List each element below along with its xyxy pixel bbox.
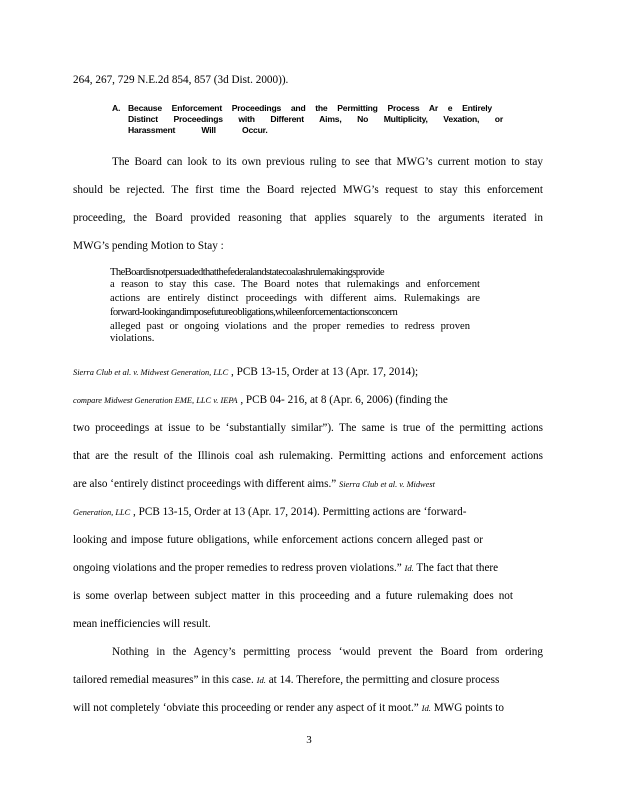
page-number: 3 bbox=[306, 734, 312, 746]
block-quote-line: actions are entirely distinct proceedings with different aims. Rulemakings are bbox=[110, 293, 480, 304]
section-heading bbox=[112, 103, 507, 136]
body-text: will not completely ‘obviate this proceeding or render any aspect of it moot.” bbox=[73, 702, 419, 714]
citation-line bbox=[73, 393, 543, 408]
block-quote-line: forward-lookingandimposefutureobligations,whileenforcementactionsconcern bbox=[110, 307, 398, 318]
body-line: is some overlap between subject matter in this proceeding and a future rulemaking does not bbox=[73, 590, 513, 602]
id-citation: Id. bbox=[256, 675, 266, 685]
citation-text: are also ‘entirely distinct proceedings with different aims.” bbox=[73, 478, 337, 490]
heading-marker: A. bbox=[112, 103, 121, 113]
block-quote-line: a reason to stay this case. The Board notes that rulemakings and enforcement bbox=[110, 279, 480, 290]
body-line: Nothing in the Agency’s permitting process ‘would prevent the Board from ordering bbox=[112, 646, 543, 658]
body-line bbox=[73, 701, 543, 715]
citation-line bbox=[73, 505, 543, 520]
body-text: at 14. Therefore, the permitting and closure process bbox=[265, 674, 500, 686]
heading-line-3: Harassment Will Occur. bbox=[128, 125, 268, 135]
body-line: should be rejected. The first time the Board rejected MWG’s request to stay this enforcement bbox=[73, 184, 543, 196]
body-text: MWG points to bbox=[430, 702, 504, 714]
block-quote-line: alleged past or ongoing violations and the proper remedies to redress proven bbox=[110, 321, 470, 332]
body-line: MWG’s pending Motion to Stay : bbox=[73, 240, 224, 252]
citation-text: , PCB 13-15, Order at 13 (Apr. 17, 2014). Permitting actions are ‘forward- bbox=[130, 506, 467, 518]
body-text: ongoing violations and the proper remedies to redress proven violations.” bbox=[73, 562, 402, 574]
case-name: compare Midwest Generation EME, LLC v. IEPA bbox=[73, 396, 238, 405]
id-citation: Id. bbox=[404, 563, 414, 573]
body-text: tailored remedial measures” in this case. bbox=[73, 674, 254, 686]
heading-line-1 bbox=[112, 103, 492, 114]
citation-line bbox=[73, 477, 543, 492]
citation-text: , PCB 13-15, Order at 13 (Apr. 17, 2014); bbox=[228, 366, 419, 378]
heading-line-2: Distinct Proceedings with Different Aims, No Multiplicity, Vexation, or bbox=[128, 114, 503, 124]
body-text: The fact that there bbox=[413, 562, 499, 574]
citation-line bbox=[73, 365, 543, 380]
body-line: mean inefficiencies will result. bbox=[73, 618, 211, 630]
block-quote-line: TheBoardisnotpersuadedthatthefederalandstatecoalashrulemakingsprovide bbox=[110, 267, 384, 278]
body-line: two proceedings at issue to be ‘substantially similar”). The same is true of the permitting actions bbox=[73, 422, 543, 434]
id-citation: Id. bbox=[421, 703, 431, 713]
citation-line: 264, 267, 729 N.E.2d 854, 857 (3d Dist. 2000)). bbox=[73, 74, 289, 86]
block-quote-line: violations. bbox=[110, 333, 155, 344]
case-name: Generation, LLC bbox=[73, 508, 131, 517]
body-line bbox=[73, 561, 543, 575]
body-line bbox=[73, 673, 543, 687]
case-name: Sierra Club et al. v. Midwest bbox=[339, 480, 435, 489]
body-line: The Board can look to its own previous ruling to see that MWG’s current motion to stay bbox=[112, 156, 543, 168]
body-line: proceeding, the Board provided reasoning that applies squarely to the arguments iterated in bbox=[73, 212, 543, 224]
citation-text: , PCB 04- 216, at 8 (Apr. 6, 2006) (finding the bbox=[237, 394, 448, 406]
case-name: Sierra Club et al. v. Midwest Generation, LLC bbox=[73, 368, 229, 377]
body-line: looking and impose future obligations, while enforcement actions concern alleged past or bbox=[73, 534, 483, 546]
heading-text-1: Because Enforcement Proceedings and the Permitting Process Ar e Entirely bbox=[128, 103, 492, 113]
body-line: that are the result of the Illinois coal ash rulemaking. Permitting actions and enforcement actions bbox=[73, 450, 543, 462]
